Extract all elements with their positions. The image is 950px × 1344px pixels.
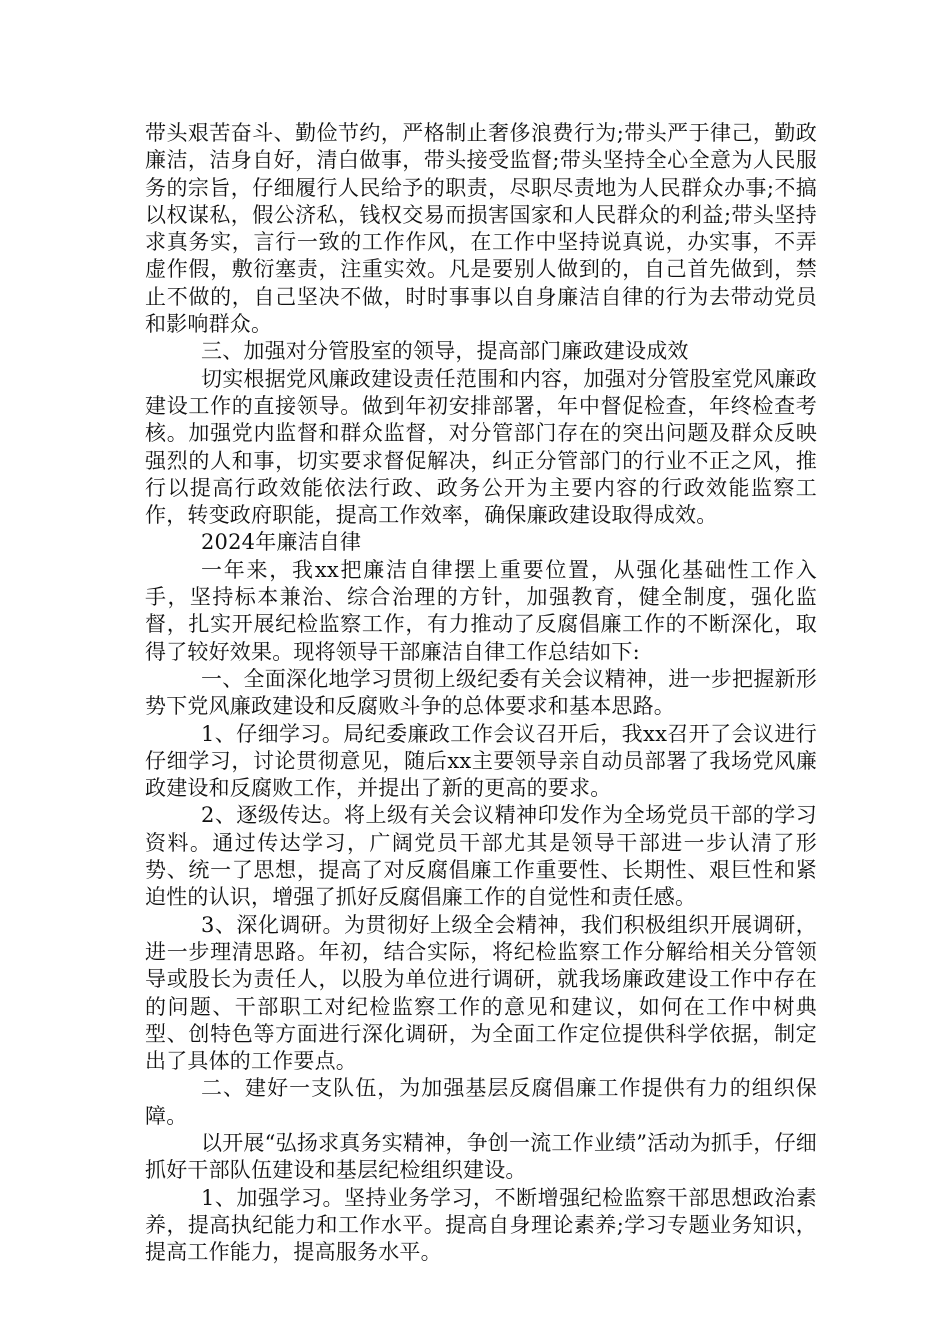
document-body: [145, 120, 817, 1266]
paragraph: 一年来，我xx把廉洁自律摆上重要位置，从强化基础性工作入手，坚持标本兼治、综合治理的方针，加强教育，健全制度，强化监督，扎实开展纪检监察工作，有力推动了反腐倡廉工作的不断深化，取得了较好效果。现将领导干部廉洁自律工作总结如下:: [145, 557, 817, 664]
paragraph: 切实根据党风廉政建设责任范围和内容，加强对分管股室党风廉政建设工作的直接领导。做到年初安排部署，年中督促检查，年终检查考核。加强党内监督和群众监督，对分管部门存在的突出问题及群众反映强烈的人和事，切实要求督促解决，纠正分管部门的行业不正之风，推行以提高行政效能依法行政、政务公开为主要内容的行政效能监察工作，转变政府职能，提高工作效率，确保廉政建设取得成效。: [145, 366, 817, 528]
paragraph-continuation: 带头艰苦奋斗、勤俭节约，严格制止奢侈浪费行为;带头严于律己，勤政廉洁，洁身自好，清白做事，带头接受监督;带头坚持全心全意为人民服务的宗旨，仔细履行人民给予的职责，尽职尽责地为人民群众办事;不搞以权谋私，假公济私，钱权交易而损害国家和人民群众的利益;带头坚持求真务实，言行一致的工作作风，在工作中坚持说真说，办实事，不弄虚作假，敷衍塞责，注重实效。凡是要别人做到的，自己首先做到，禁止不做的，自己坚决不做，时时事事以自身廉洁自律的行为去带动党员和影响群众。: [145, 121, 817, 337]
section-heading-2: 二、建好一支队伍，为加强基层反腐倡廉工作提供有力的组织保障。: [145, 1076, 817, 1128]
paragraph-item-2: 2、逐级传达。将上级有关会议精神印发作为全场党员干部的学习资料。通过传达学习，广阔党员干部尤其是领导干部进一步认清了形势、统一了思想，提高了对反腐倡廉工作重要性、长期性、艰巨性和紧迫性的认识，增强了抓好反腐倡廉工作的自觉性和责任感。: [145, 803, 817, 910]
section-heading-1: 一、全面深化地学习贯彻上级纪委有关会议精神，进一步把握新形势下党风廉政建设和反腐败斗争的总体要求和基本思路。: [145, 666, 817, 719]
paragraph-item-3: 3、深化调研。为贯彻好上级全会精神，我们积极组织开展调研，进一步理清思路。年初，结合实际，将纪检监察工作分解给相关分管领导或股长为责任人，以股为单位进行调研，就我场廉政建设工作中存在的问题、干部职工对纪检监察工作的意见和建议，如何在工作中树典型、创特色等方面进行深化调研，为全面工作定位提供科学依据，制定出了具体的工作要点。: [145, 912, 817, 1074]
document-title: 2024年廉洁自律: [201, 530, 362, 555]
section-heading-3: 三、加强对分管股室的领导，提高部门廉政建设成效: [201, 339, 689, 364]
paragraph-item-1: 1、加强学习。坚持业务学习，不断增强纪检监察干部思想政治素养，提高执纪能力和工作水平。提高自身理论素养;学习专题业务知识，提高工作能力，提高服务水平。: [145, 1185, 817, 1265]
paragraph: 以开展“弘扬求真务实精神，争创一流工作业绩”活动为抓手，仔细抓好干部队伍建设和基层纪检组织建设。: [145, 1130, 817, 1183]
paragraph-item-1: 1、仔细学习。局纪委廉政工作会议召开后，我xx召开了会议进行仔细学习，讨论贯彻意见，随后xx主要领导亲自动员部署了我场党风廉政建设和反腐败工作，并提出了新的更高的要求。: [145, 721, 817, 801]
